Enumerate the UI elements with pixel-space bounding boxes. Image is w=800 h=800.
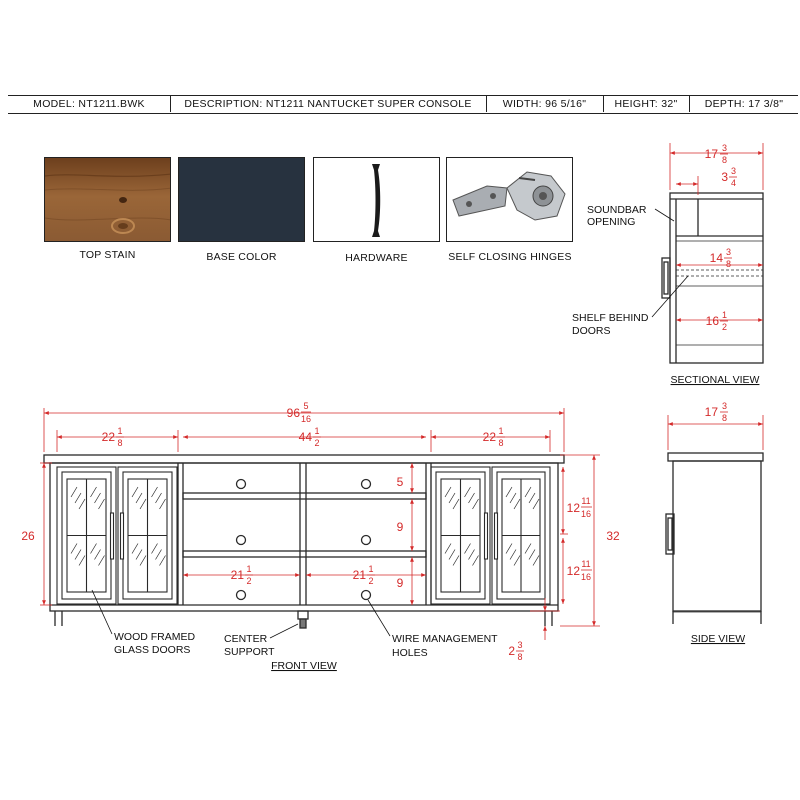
glass-reflection bbox=[469, 493, 475, 503]
glass-reflection bbox=[473, 499, 479, 509]
svg-text:3: 3 bbox=[517, 640, 523, 650]
glass-reflection bbox=[71, 487, 77, 497]
glass-reflection bbox=[71, 544, 77, 554]
shelf-gap-dim-1: 9 bbox=[396, 520, 404, 534]
svg-text:1: 1 bbox=[498, 426, 504, 436]
door-handle-icon bbox=[485, 513, 488, 559]
glass-reflection bbox=[525, 544, 531, 554]
swatch-label-hinges: SELF CLOSING HINGES bbox=[448, 251, 572, 263]
glass-reflection bbox=[156, 550, 162, 560]
top-gap-dim: 5 bbox=[396, 475, 404, 489]
glass-reflection bbox=[95, 550, 101, 560]
glass-reflection bbox=[152, 544, 158, 554]
glass-reflection bbox=[99, 499, 105, 509]
swatch-label-base-color: BASE COLOR bbox=[206, 251, 277, 263]
side-view bbox=[666, 453, 763, 624]
svg-text:2: 2 bbox=[246, 576, 252, 586]
glass-reflection bbox=[91, 544, 97, 554]
svg-text:1: 1 bbox=[314, 426, 320, 436]
center-support-callout bbox=[224, 624, 298, 658]
svg-text:HOLES: HOLES bbox=[392, 647, 428, 659]
svg-text:2: 2 bbox=[314, 438, 320, 448]
svg-text:22: 22 bbox=[482, 430, 496, 444]
svg-text:OPENING: OPENING bbox=[587, 216, 636, 228]
left-cubby-dim bbox=[231, 564, 253, 586]
svg-text:8: 8 bbox=[722, 155, 728, 165]
svg-text:1: 1 bbox=[246, 564, 252, 574]
product-description: DESCRIPTION: NT1211 NANTUCKET SUPER CONSOLE bbox=[184, 98, 472, 110]
svg-text:4: 4 bbox=[731, 178, 737, 188]
sectional-view bbox=[662, 193, 763, 363]
svg-text:11: 11 bbox=[581, 496, 591, 506]
svg-text:SHELF BEHIND: SHELF BEHIND bbox=[572, 312, 649, 324]
soundbar-callout bbox=[587, 204, 674, 228]
glass-reflection bbox=[160, 499, 166, 509]
leg-height-dim bbox=[508, 640, 524, 662]
svg-text:11: 11 bbox=[581, 559, 591, 569]
glass-reflection bbox=[160, 556, 166, 566]
glass-reflection bbox=[473, 556, 479, 566]
door-height-dim: 26 bbox=[21, 529, 35, 543]
svg-text:SUPPORT: SUPPORT bbox=[224, 646, 275, 658]
svg-text:8: 8 bbox=[726, 259, 732, 269]
glass-reflection bbox=[453, 556, 459, 566]
overall-height-dim: 32 bbox=[606, 529, 620, 543]
glass-reflection bbox=[91, 487, 97, 497]
glass-reflection bbox=[514, 556, 520, 566]
svg-text:3: 3 bbox=[726, 247, 732, 257]
glass-reflection bbox=[453, 499, 459, 509]
glass-doors-callout bbox=[92, 590, 195, 656]
left-section-dim bbox=[102, 426, 124, 448]
glass-reflection bbox=[506, 487, 512, 497]
glass-reflection bbox=[95, 493, 101, 503]
svg-text:96: 96 bbox=[286, 406, 300, 420]
front-view-title: FRONT VIEW bbox=[271, 660, 337, 672]
svg-text:21: 21 bbox=[230, 568, 244, 582]
svg-text:22: 22 bbox=[101, 430, 115, 444]
side-view-title: SIDE VIEW bbox=[690, 633, 746, 645]
svg-text:GLASS DOORS: GLASS DOORS bbox=[114, 644, 191, 656]
svg-text:2: 2 bbox=[508, 644, 515, 658]
svg-text:2: 2 bbox=[368, 576, 374, 586]
svg-text:WOOD FRAMED: WOOD FRAMED bbox=[114, 631, 196, 643]
center-section-dim bbox=[299, 426, 321, 448]
glass-reflection bbox=[449, 550, 455, 560]
glass-reflection bbox=[75, 550, 81, 560]
soundbar-gap-dim bbox=[721, 166, 737, 188]
glass-reflection bbox=[152, 487, 158, 497]
svg-text:16: 16 bbox=[580, 509, 592, 519]
side-depth-dim bbox=[705, 401, 728, 423]
glass-reflection bbox=[136, 493, 142, 503]
svg-text:5: 5 bbox=[303, 401, 309, 411]
door-handle-icon bbox=[495, 513, 498, 559]
svg-text:17: 17 bbox=[704, 147, 718, 161]
glass-reflection bbox=[465, 544, 471, 554]
right-cubby-dim bbox=[353, 564, 375, 586]
shelf-depth-dim bbox=[710, 247, 732, 269]
overall-width: WIDTH: 96 5/16" bbox=[502, 98, 587, 110]
glass-reflection bbox=[156, 493, 162, 503]
svg-text:8: 8 bbox=[498, 438, 504, 448]
svg-text:21: 21 bbox=[352, 568, 366, 582]
glass-reflection bbox=[469, 550, 475, 560]
glass-reflection bbox=[506, 544, 512, 554]
glass-reflection bbox=[140, 556, 146, 566]
glass-reflection bbox=[514, 499, 520, 509]
model-number: MODEL: NT1211.BWK bbox=[33, 98, 145, 110]
glass-reflection bbox=[529, 550, 535, 560]
glass-reflection bbox=[132, 487, 138, 497]
glass-reflection bbox=[465, 487, 471, 497]
door-upper-dim bbox=[567, 496, 592, 519]
svg-text:SOUNDBAR: SOUNDBAR bbox=[587, 204, 647, 216]
svg-text:12: 12 bbox=[566, 564, 580, 578]
glass-reflection bbox=[529, 493, 535, 503]
svg-text:DOORS: DOORS bbox=[572, 325, 611, 337]
svg-text:8: 8 bbox=[517, 652, 523, 662]
svg-text:3: 3 bbox=[731, 166, 737, 176]
svg-text:14: 14 bbox=[709, 251, 723, 265]
svg-text:CENTER: CENTER bbox=[224, 633, 268, 645]
glass-reflection bbox=[445, 487, 451, 497]
svg-text:16: 16 bbox=[705, 314, 719, 328]
overall-depth: DEPTH: 17 3/8" bbox=[704, 98, 784, 110]
wire-holes-callout bbox=[368, 600, 498, 659]
bottom-depth-dim bbox=[706, 310, 728, 332]
glass-reflection bbox=[445, 544, 451, 554]
right-section-dim bbox=[483, 426, 505, 448]
glass-reflection bbox=[510, 550, 516, 560]
overall-width-dim bbox=[287, 401, 311, 424]
svg-text:1: 1 bbox=[368, 564, 374, 574]
svg-text:12: 12 bbox=[566, 501, 580, 515]
glass-reflection bbox=[533, 499, 539, 509]
swatch-label-hardware: HARDWARE bbox=[345, 252, 408, 264]
svg-text:2: 2 bbox=[722, 322, 728, 332]
svg-text:16: 16 bbox=[580, 572, 592, 582]
swatch-label-top-stain: TOP STAIN bbox=[79, 249, 136, 261]
glass-reflection bbox=[79, 499, 85, 509]
svg-text:3: 3 bbox=[722, 401, 728, 411]
glass-reflection bbox=[140, 499, 146, 509]
svg-text:44: 44 bbox=[298, 430, 312, 444]
door-lower-dim bbox=[567, 559, 592, 582]
door-handle-icon bbox=[111, 513, 114, 559]
svg-text:3: 3 bbox=[721, 170, 728, 184]
svg-text:17: 17 bbox=[704, 405, 718, 419]
svg-text:16: 16 bbox=[300, 414, 312, 424]
door-handle-icon bbox=[121, 513, 124, 559]
svg-text:3: 3 bbox=[722, 143, 728, 153]
svg-text:WIRE MANAGEMENT: WIRE MANAGEMENT bbox=[392, 633, 498, 645]
overall-height: HEIGHT: 32" bbox=[614, 98, 678, 110]
glass-reflection bbox=[510, 493, 516, 503]
glass-reflection bbox=[75, 493, 81, 503]
glass-reflection bbox=[449, 493, 455, 503]
glass-reflection bbox=[79, 556, 85, 566]
svg-text:8: 8 bbox=[722, 413, 728, 423]
glass-reflection bbox=[533, 556, 539, 566]
glass-reflection bbox=[99, 556, 105, 566]
glass-reflection bbox=[132, 544, 138, 554]
svg-text:1: 1 bbox=[722, 310, 728, 320]
svg-text:8: 8 bbox=[117, 438, 123, 448]
shelf-gap-dim-2: 9 bbox=[396, 576, 404, 590]
svg-text:1: 1 bbox=[117, 426, 123, 436]
glass-doors bbox=[57, 467, 550, 604]
sectional-view-title: SECTIONAL VIEW bbox=[670, 374, 760, 386]
glass-reflection bbox=[525, 487, 531, 497]
sectional-depth-dim bbox=[705, 143, 728, 165]
glass-reflection bbox=[136, 550, 142, 560]
